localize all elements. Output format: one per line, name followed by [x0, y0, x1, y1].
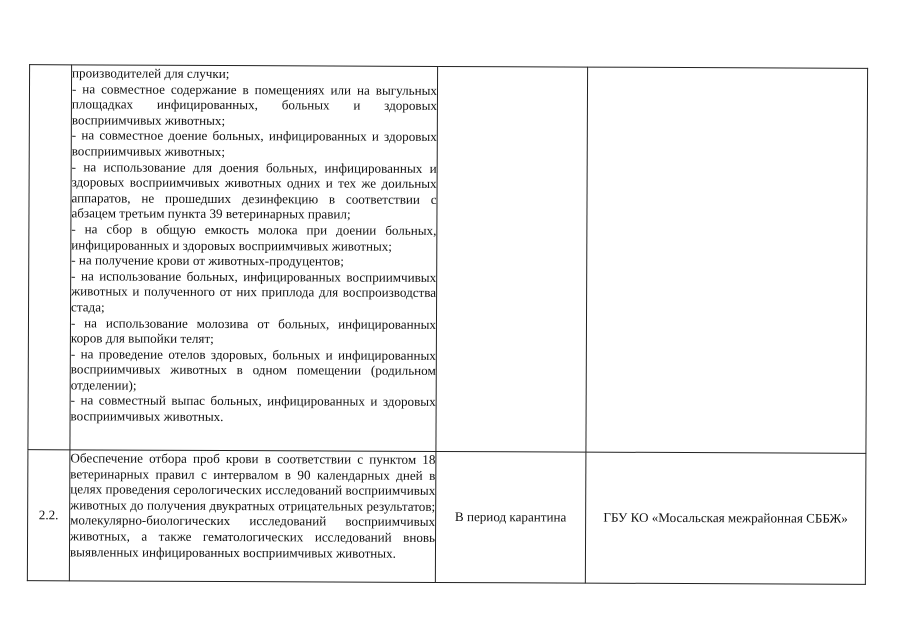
responsible-cell: ГБУ КО «Мосальская межрайонная СББЖ» [585, 452, 866, 584]
measure-text-cell [69, 450, 436, 583]
measure-line: - на сбор в общую емкость молока при доении больных, инфицированных и здоровых восприимчивых животных; [71, 221, 437, 254]
measure-paragraph: Обеспечение отбора проб крови в соответствии с пунктом 18 ветеринарных правил с интервалом в 90 календарных дней в целях проведения серологических исследований восприимчивых животных до получения двукратных отрицательных результатов; молекулярно-биологических исследований восприимчивых животных, а также гематологических исследований вновь выявленных инфицированных восприимчивых животных. [69, 450, 436, 561]
measures-text-cell [70, 65, 438, 452]
row-number-cell: 2.2. [27, 450, 70, 581]
table-row [28, 65, 868, 454]
plan-table [27, 64, 868, 585]
measure-line: - на совместный выпас больных, инфицированных и здоровых восприимчивых животных. [70, 392, 436, 425]
measure-line: производителей для случки; [72, 65, 230, 82]
measure-line: - на получение крови от животных-продуцентов; [71, 252, 344, 269]
measure-line: - на совместное содержание в помещениях или на выгульных площадках инфицированных, больных и здоровых восприимчивых животных; [71, 80, 438, 128]
row-number-cell [28, 65, 72, 450]
period-cell [436, 66, 588, 452]
measure-line: - на проведение отелов здоровых, больных и инфицированных восприимчивых животных в одном помещении (родильном отделении); [70, 346, 436, 393]
measure-line: - на совместное доение больных, инфицированных и здоровых восприимчивых животных; [71, 127, 437, 159]
table-row [27, 450, 866, 585]
measure-line: - на использование больных, инфицированных восприимчивых животных и полученного от них приплода для воспроизводства стада; [71, 268, 437, 315]
measure-line: - на использование молозива от больных, инфицированных коров для выпойки телят; [70, 314, 437, 347]
responsible-cell [586, 67, 868, 453]
period-cell: В период карантина [435, 451, 586, 583]
measure-line: - на использование для доения больных, инфицированных и здоровых восприимчивых животных одних и тех же доильных аппаратов, не прошедших дезинфекцию в соответствии с абзацем третьим пункта 39 ветеринарных правил; [71, 158, 437, 222]
